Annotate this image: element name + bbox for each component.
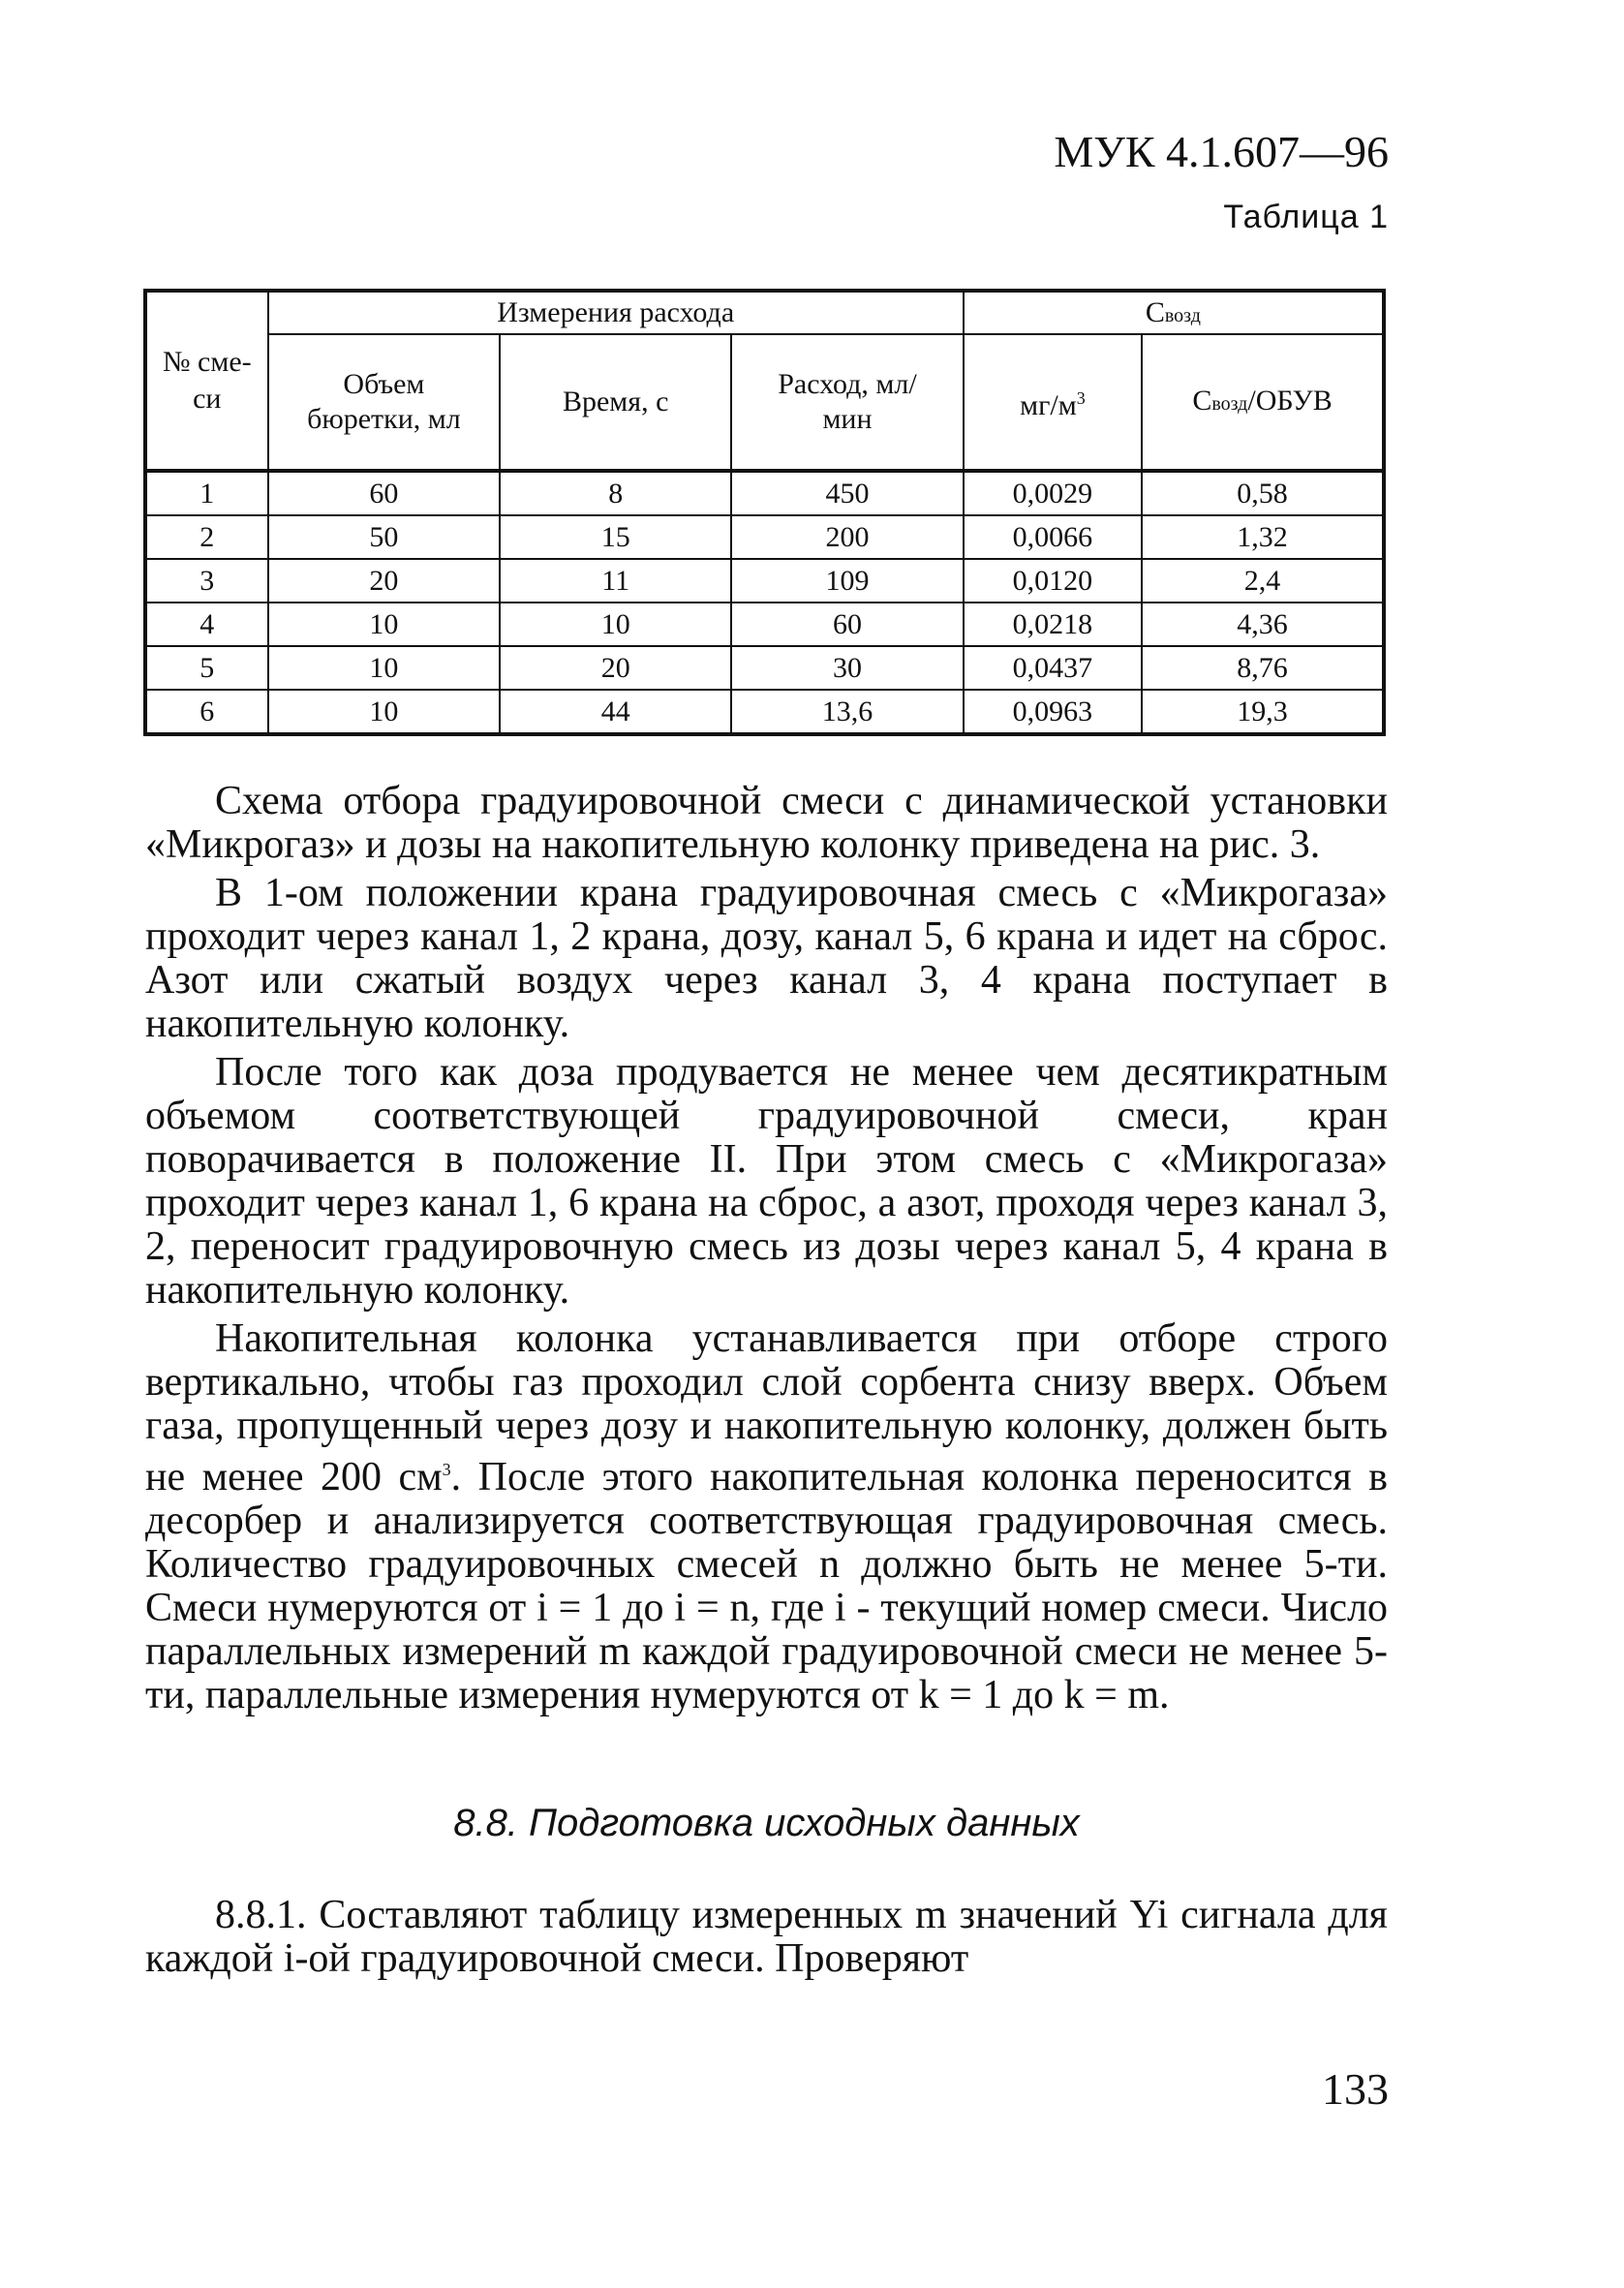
- table-cell: 0,0437: [964, 646, 1142, 690]
- table-cell: 0,0120: [964, 559, 1142, 603]
- table-cell: 20: [268, 559, 501, 603]
- header-ratio-rest: /ОБУВ: [1247, 384, 1333, 417]
- table-row: [145, 646, 1384, 690]
- table-cell: 0,0963: [964, 690, 1142, 734]
- paragraph-part: . После этого накопительная колонка переносится в десорбер и анализируется соответствующая градуировочная смесь. Количество градуировочных смесей n должно быть не менее 5-ти. Смеси нумеруются от i = 1 до i = n, где i - текущий номер смеси. Число параллельных измерений m каждой градуировочной смеси не менее 5-ти, параллельные измерения нумеруются от k = 1 до k = m.: [145, 1455, 1388, 1717]
- table-label: Таблица 1: [1223, 199, 1389, 235]
- table-cell: 19,3: [1142, 690, 1384, 734]
- header-concentration: [964, 291, 1384, 334]
- table-cell: 109: [731, 559, 964, 603]
- table-cell: 15: [500, 515, 731, 559]
- table-cell: 60: [731, 603, 964, 646]
- table-cell: 2: [145, 515, 268, 559]
- header-mg-sup: 3: [1076, 388, 1086, 408]
- table-row: [145, 690, 1384, 734]
- table-cell: 44: [500, 690, 731, 734]
- paragraph-8-8-1: 8.8.1. Составляют таблицу измеренных m значений Yi сигнала для каждой i-ой градуировочной смеси. Проверяют: [145, 1893, 1388, 1981]
- table-cell: 50: [268, 515, 501, 559]
- table-cell: 1,32: [1142, 515, 1384, 559]
- header-ratio-sub: возд: [1211, 392, 1248, 415]
- header-mixture-number: № сме-си: [145, 291, 268, 471]
- document-code: МУК 4.1.607—96: [1054, 127, 1389, 176]
- table-row: [145, 515, 1384, 559]
- header-ratio: [1142, 334, 1384, 471]
- table-cell: 13,6: [731, 690, 964, 734]
- table-cell: 0,0066: [964, 515, 1142, 559]
- table-cell: 8,76: [1142, 646, 1384, 690]
- paragraph-part: Накопительная колонка устанавливается при отборе строго вертикально, чтобы газ проходил слой сорбента снизу вверх. Объем газа, пропущенный через дозу и накопительную колонку, должен быть не менее 200 см: [145, 1316, 1388, 1500]
- table-cell: 10: [268, 646, 501, 690]
- header-mg-text: мг/м: [1020, 389, 1077, 421]
- page-number: 133: [1322, 2064, 1389, 2114]
- header-mg-per-m3: [964, 334, 1142, 471]
- table-cell: 0,58: [1142, 471, 1384, 515]
- header-concentration-c: С: [1145, 296, 1165, 328]
- header-flow-measurements: Измерения расхода: [268, 291, 964, 334]
- table-cell: 30: [731, 646, 964, 690]
- table-cell: 2,4: [1142, 559, 1384, 603]
- table-cell: 10: [500, 603, 731, 646]
- table-cell: 0,0029: [964, 471, 1142, 515]
- table-row: [145, 559, 1384, 603]
- table-cell: 4: [145, 603, 268, 646]
- table-cell: 450: [731, 471, 964, 515]
- calibration-table: [143, 289, 1386, 736]
- table-cell: 20: [500, 646, 731, 690]
- table-cell: 0,0218: [964, 603, 1142, 646]
- section-heading: 8.8. Подготовка исходных данных: [453, 1802, 1080, 1844]
- table-cell: 10: [268, 690, 501, 734]
- table-cell: 8: [500, 471, 731, 515]
- table-cell: 6: [145, 690, 268, 734]
- body-text: [145, 780, 1388, 1722]
- table-cell: 5: [145, 646, 268, 690]
- paragraph-sampling-scheme: Схема отбора градуировочной смеси с динамической установки «Микрогаз» и дозы на накопительную колонку приведена на рис. 3.: [145, 779, 1388, 867]
- header-flow-rate: Расход, мл/мин: [731, 334, 964, 471]
- header-ratio-c: С: [1192, 384, 1212, 417]
- header-concentration-sub: возд: [1164, 305, 1201, 326]
- header-time: Время, с: [500, 334, 731, 471]
- table-cell: 1: [145, 471, 268, 515]
- header-burette-volume: Объем бюретки, мл: [268, 334, 501, 471]
- table-cell: 3: [145, 559, 268, 603]
- table-cell: 4,36: [1142, 603, 1384, 646]
- superscript: 3: [442, 1460, 451, 1479]
- paragraph-valve-position-1: В 1-ом положении крана градуировочная смесь с «Микрогаза» проходит через канал 1, 2 крана, дозу, канал 5, 6 крана и идет на сброс. Азот или сжатый воздух через канал 3, 4 крана поступает в накопительную колонку.: [145, 871, 1388, 1046]
- table-cell: 10: [268, 603, 501, 646]
- paragraph-valve-position-2: После того как доза продувается не менее чем десятикратным объемом соответствующей градуировочной смеси, кран поворачивается в положение II. При этом смесь с «Микрогаза» проходит через канал 1, 6 крана на сброс, а азот, проходя через канал 3, 2, переносит градуировочную смесь из дозы через канал 5, 4 крана в накопительную колонку.: [145, 1050, 1388, 1313]
- table-row: [145, 471, 1384, 515]
- paragraph-accumulation-column: [145, 1317, 1388, 1717]
- table-cell: 200: [731, 515, 964, 559]
- table-cell: 11: [500, 559, 731, 603]
- table-cell: 60: [268, 471, 501, 515]
- table-row: [145, 603, 1384, 646]
